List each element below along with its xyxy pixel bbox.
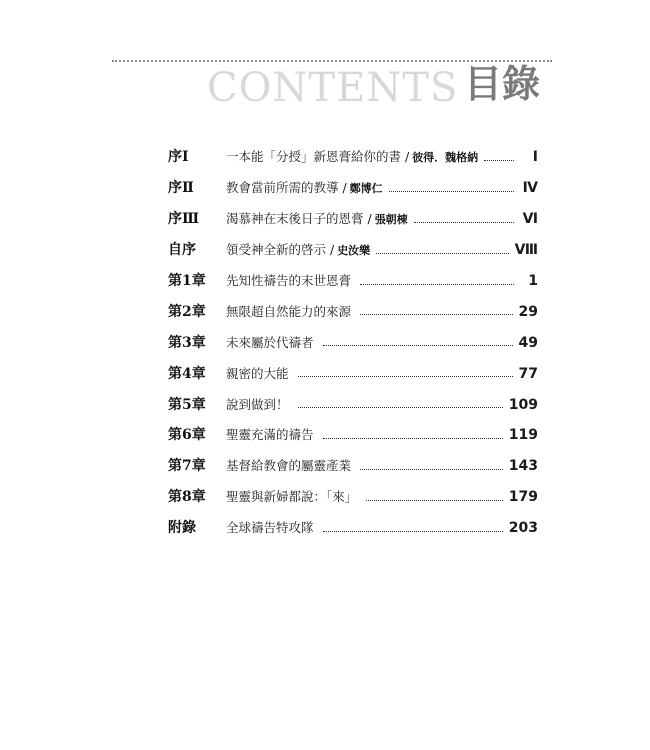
dot-leader	[360, 314, 513, 315]
toc-entry-page: Ⅵ	[522, 211, 538, 228]
toc-entry-title: 未來屬於代禱者	[226, 334, 314, 350]
toc-entry-title: 聖靈充滿的禱告	[226, 427, 314, 443]
toc-entry-title: 無限超自然能力的來源	[226, 303, 352, 319]
toc-entry-title: 領受神全新的啓示 /	[226, 242, 335, 258]
toc-entry-title: 全球禱告特攻隊	[226, 520, 314, 536]
contents-title-en: CONTENTS	[207, 65, 459, 111]
toc-entry-label: 第8章	[168, 489, 206, 506]
toc-entry-title-group	[226, 179, 520, 197]
toc-entry-title: 渴慕神在末後日子的恩膏 /	[226, 211, 372, 227]
dot-leader	[389, 191, 514, 192]
toc-entry[interactable]	[168, 296, 538, 327]
dot-leader	[323, 531, 503, 532]
toc-entry-label: 第7章	[168, 458, 206, 475]
toc-entry[interactable]	[168, 389, 538, 420]
toc-entry[interactable]	[168, 451, 538, 482]
dot-leader	[360, 284, 514, 285]
toc-entry-title-group	[226, 272, 520, 290]
toc-entry-title: 基督給教會的屬靈產業	[226, 458, 352, 474]
dot-leader	[484, 160, 514, 161]
toc-entry-label: 第6章	[168, 427, 206, 444]
toc-entry-title-group	[226, 396, 509, 414]
toc-entry-label: 序Ⅱ	[168, 180, 194, 197]
toc-entry-title: 說到做到！	[226, 396, 289, 412]
toc-entry-label: 第3章	[168, 334, 206, 351]
toc-entry-title-group	[226, 457, 509, 475]
toc-entry[interactable]	[168, 513, 538, 544]
toc-entry-label: 第4章	[168, 365, 206, 382]
toc-entry-title: 一本能「分授」新恩膏給你的書 /	[226, 149, 410, 165]
toc-entry[interactable]	[168, 266, 538, 297]
toc-entry-author: 鄭博仁	[349, 182, 383, 196]
toc-entry-author: 張朝棟	[374, 213, 408, 227]
toc-entry-page: 77	[518, 365, 538, 382]
dot-leader	[366, 500, 503, 501]
toc-entry-page: Ⅷ	[514, 242, 538, 259]
toc-entry[interactable]	[168, 235, 538, 266]
toc-entry-label: 序Ⅰ	[168, 149, 189, 166]
dot-leader	[360, 469, 503, 470]
dot-leader	[298, 376, 513, 377]
toc-entry-page: Ⅰ	[532, 149, 538, 166]
toc-entry-page: 29	[518, 303, 538, 320]
toc-entry[interactable]	[168, 142, 538, 173]
toc-entry-title-group	[226, 365, 519, 383]
toc-entry-title-group	[226, 241, 515, 259]
toc-entry-page: 109	[508, 396, 538, 413]
toc-entry[interactable]	[168, 327, 538, 358]
toc-entry-page: 203	[508, 520, 538, 537]
toc-entry-page: 49	[518, 334, 538, 351]
toc-entry-label: 自序	[168, 242, 196, 259]
contents-header	[112, 50, 552, 110]
toc-entry-page: 1	[528, 273, 538, 289]
toc-entry-label: 附錄	[168, 520, 196, 537]
toc-entry-author: 彼得．魏格納	[412, 151, 479, 165]
dot-leader	[414, 222, 514, 223]
toc-entry-label: 第1章	[168, 273, 206, 289]
toc-entry-page: 179	[508, 489, 538, 506]
toc-entry-label: 第2章	[168, 303, 206, 320]
toc-entry-author: 史汝樂	[337, 244, 371, 258]
toc-entry-title-group	[226, 488, 509, 506]
toc-entry[interactable]	[168, 420, 538, 451]
toc-entry-title-group	[226, 148, 520, 166]
contents-title-zh: 目錄	[464, 62, 541, 106]
toc-entry-page: Ⅳ	[522, 180, 538, 197]
dot-leader	[376, 253, 508, 254]
toc-entry-title: 先知性禱告的末世恩膏	[226, 273, 352, 288]
toc-entry[interactable]	[168, 358, 538, 389]
toc-entry[interactable]	[168, 482, 538, 513]
toc-entry-title: 教會當前所需的教導 /	[226, 180, 347, 196]
toc-entry-title-group	[226, 334, 519, 352]
toc-entry[interactable]	[168, 204, 538, 235]
toc-entry-title-group	[226, 519, 509, 537]
dot-leader	[323, 438, 503, 439]
toc-entry-label: 第5章	[168, 396, 206, 413]
toc-entry-title-group	[226, 303, 519, 321]
toc-entry-title: 親密的大能	[226, 365, 289, 381]
toc-entry-page: 143	[508, 458, 538, 475]
toc-entry-title-group	[226, 210, 520, 228]
toc-entry-title: 聖靈與新婦都說：「來」	[226, 489, 358, 505]
dot-leader	[323, 345, 513, 346]
toc-entry-label: 序Ⅲ	[168, 211, 200, 228]
dot-leader	[298, 407, 503, 408]
toc-entry[interactable]	[168, 173, 538, 204]
toc-entry-title-group	[226, 426, 509, 444]
table-of-contents	[168, 142, 538, 544]
toc-entry-page: 119	[508, 427, 538, 444]
